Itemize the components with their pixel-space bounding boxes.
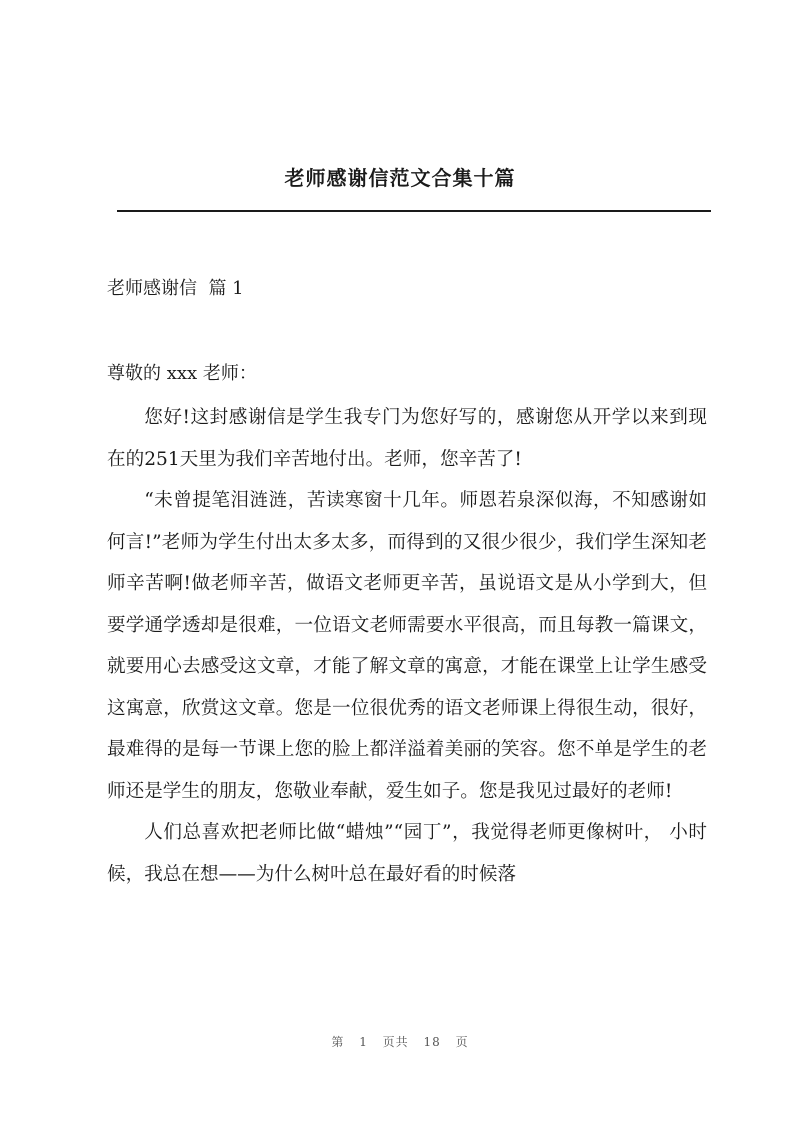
- document-title: 老师感谢信范文合集十篇: [284, 166, 516, 190]
- letter-salutation: 尊敬的 xxx 老师：: [107, 363, 257, 384]
- page-footer: [0, 1033, 800, 1050]
- footer-suffix: 页: [455, 1035, 469, 1049]
- footer-mid: 页共: [382, 1035, 409, 1049]
- footer-page-number: 1: [359, 1035, 368, 1049]
- letter-body: [107, 397, 707, 895]
- title-divider: [117, 210, 711, 212]
- footer-total-pages: 18: [423, 1035, 441, 1049]
- letter-paragraph-1: 您好!这封感谢信是学生我专门为您好写的，感谢您从开学以来到现在的251天里为我们辛苦地付出。老师，您辛苦了!: [107, 407, 707, 470]
- footer-prefix: 第: [331, 1035, 345, 1049]
- section-heading: 老师感谢信 篇 1: [107, 278, 244, 299]
- letter-paragraph-3: 人们总喜欢把老师比做“蜡烛”“园丁”，我觉得老师更像树叶， 小时候，我总在想——为什么树叶总在最好看的时候落: [107, 822, 707, 885]
- letter-paragraph-2: “未曾提笔泪涟涟，苦读寒窗十几年。师恩若泉深似海，不知感谢如何言!”老师为学生付出太多太多，而得到的又很少很少，我们学生深知老师辛苦啊!做老师辛苦，做语文老师更辛苦，虽说语文是从小学到大，但要学通学透却是很难，一位语文老师需要水平很高，而且每教一篇课文，就要用心去感受这文章，才能了解文章的寓意，才能在课堂上让学生感受这寓意，欣赏这文章。您是一位很优秀的语文老师课上得很生动，很好，最难得的是每一节课上您的脸上都洋溢着美丽的笑容。您不单是学生的老师还是学生的朋友，您敬业奉献，爱生如子。您是我见过最好的老师!: [107, 490, 707, 802]
